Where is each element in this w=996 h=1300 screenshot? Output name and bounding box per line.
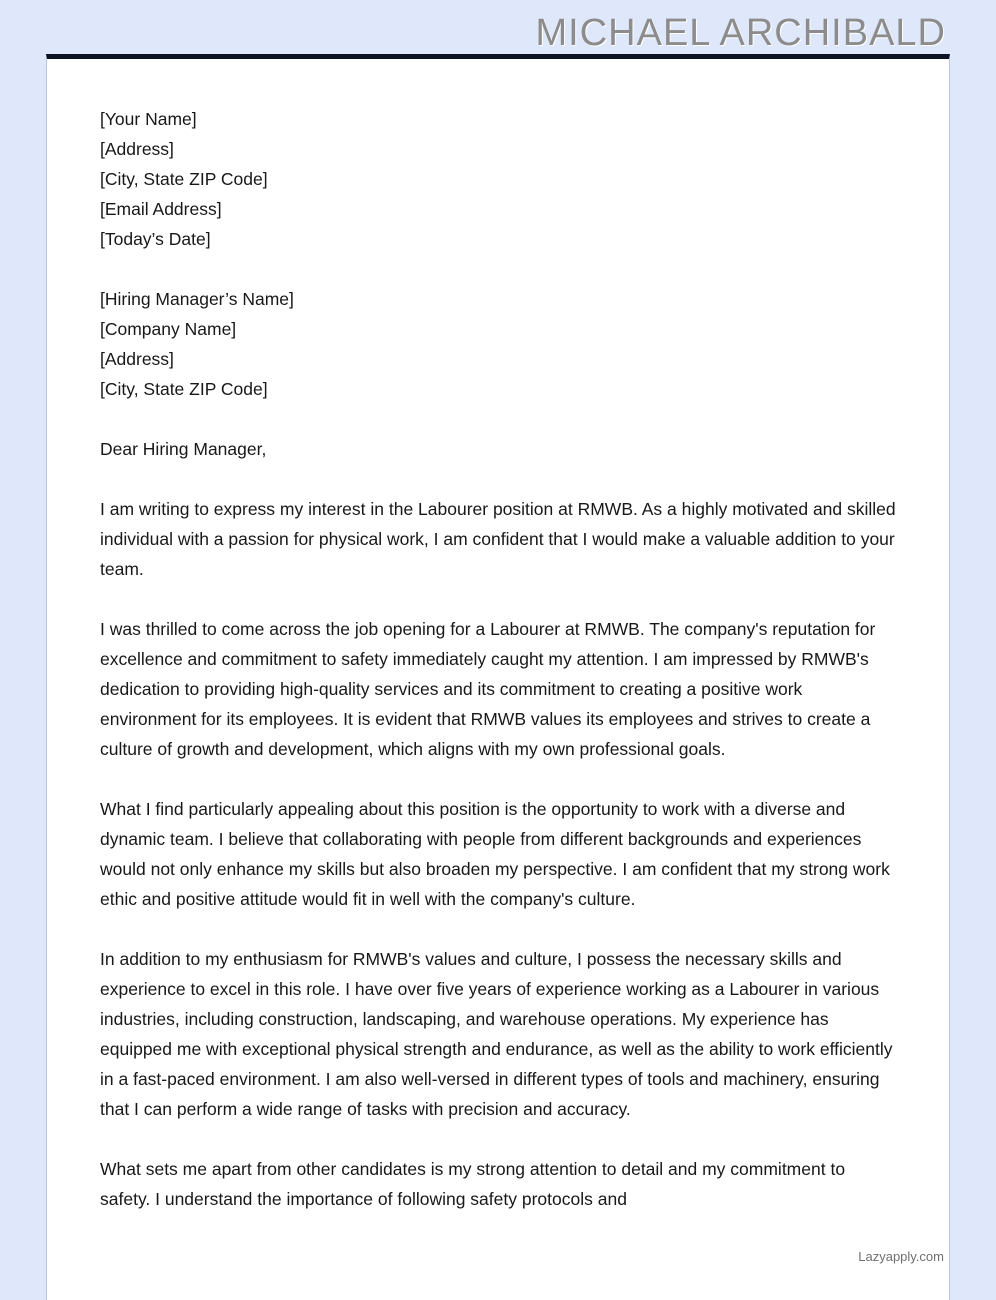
sender-line: [City, State ZIP Code] [100,169,268,189]
letter-paragraph: What sets me apart from other candidates is my strong attention to detail and my commitment to safety. I understand the importance of following safety protocols and [100,1159,846,1209]
sender-line: [Email Address] [100,199,222,219]
letter-paragraph: I am writing to express my interest in the Labourer position at RMWB. As a highly motivated and skilled individual with a passion for physical work, I am confident that I would make a valuable addition to your team. [100,499,896,579]
letter-paragraph: What I find particularly appealing about this position is the opportunity to work with a diverse and dynamic team. I believe that collaborating with people from different backgrounds and experiences would not only enhance my skills but also broaden my perspective. I am confident that my strong work ethic and positive attitude would fit in well with the company's culture. [100,799,890,909]
recipient-line: [Hiring Manager’s Name] [100,289,294,309]
letter-paragraph: In addition to my enthusiasm for RMWB's values and culture, I possess the necessary skills and experience to excel in this role. I have over five years of experience working as a Labourer in various industries, including construction, landscaping, and warehouse operations. My experience has equipped me with exceptional physical strength and endurance, as well as the ability to work efficiently in a fast-paced environment. I am also well-versed in different types of tools and machinery, ensuring that I can perform a wide range of tasks with precision and accuracy. [100,949,893,1119]
sender-line: [Address] [100,139,174,159]
cover-letter-body [100,104,900,1214]
salutation: Dear Hiring Manager, [100,439,267,459]
sender-line: [Today’s Date] [100,229,211,249]
cover-letter-sheet [46,54,950,1300]
recipient-line: [City, State ZIP Code] [100,379,268,399]
block-spacer [100,254,900,284]
document-header [0,0,996,54]
recipient-line: [Company Name] [100,319,237,339]
header-candidate-name: MICHAEL ARCHIBALD [535,12,946,54]
watermark-label: Lazyapply.com [858,1249,944,1264]
sender-line: [Your Name] [100,109,197,129]
block-spacer [100,404,900,434]
letter-paragraph: I was thrilled to come across the job opening for a Labourer at RMWB. The company's reputation for excellence and commitment to safety immediately caught my attention. I am impressed by RMWB's dedication to providing high-quality services and its commitment to creating a positive work environment for its employees. It is evident that RMWB values its employees and strives to create a culture of growth and development, which aligns with my own professional goals. [100,619,876,759]
recipient-line: [Address] [100,349,174,369]
